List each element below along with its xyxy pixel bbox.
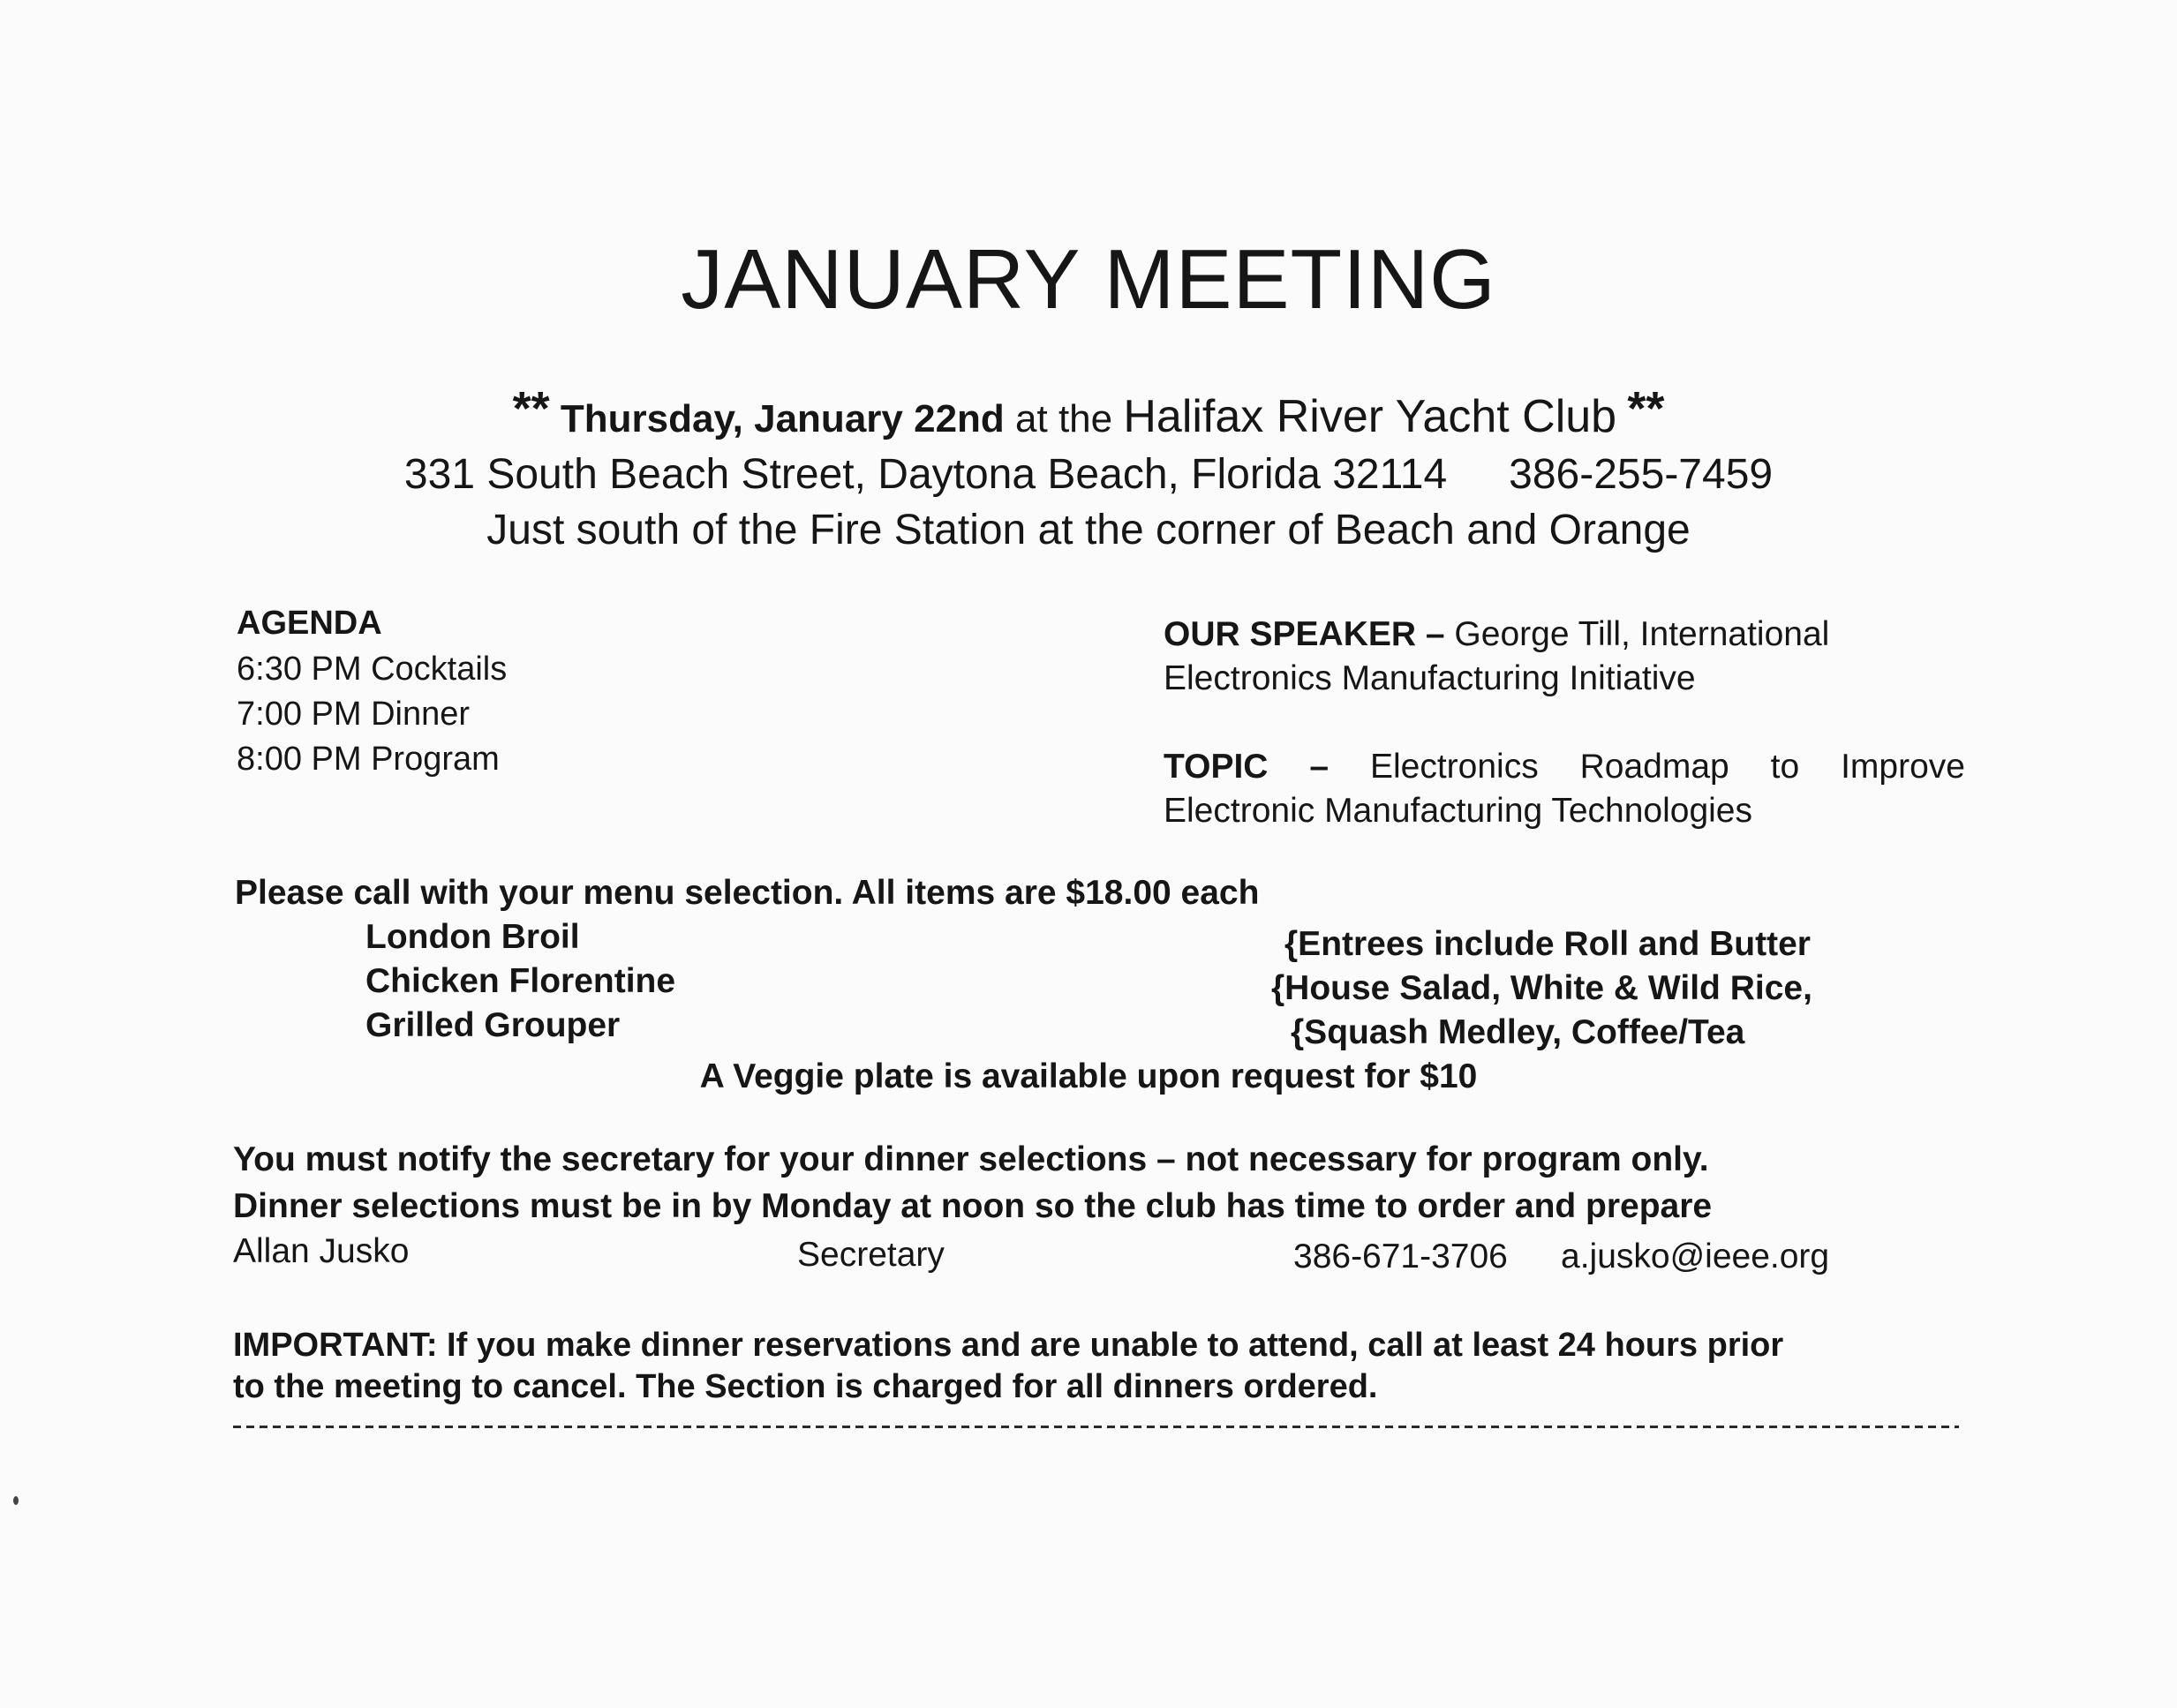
venue-phone: 386-255-7459 xyxy=(1509,451,1774,498)
speaker-block xyxy=(1164,613,1967,701)
important-line-1: IMPORTANT: If you make dinner reservations and are unable to attend, call at least 24 hours prior xyxy=(233,1327,1784,1364)
topic-word: Improve xyxy=(1841,748,1965,786)
agenda-item: 6:30 PM Cocktails xyxy=(237,651,508,688)
meeting-day-date: Thursday, January 22nd xyxy=(560,397,1005,440)
menu-intro: Please call with your menu selection. All items are $18.00 each xyxy=(235,874,1260,912)
page-title: JANUARY MEETING xyxy=(681,232,1496,327)
important-line-2: to the meeting to cancel. The Section is charged for all dinners ordered. xyxy=(233,1368,1378,1405)
menu-note: {House Salad, White & Wild Rice, xyxy=(1271,969,1812,1007)
meeting-date-venue xyxy=(0,382,2177,443)
dashed-divider xyxy=(233,1426,1959,1428)
topic-label: TOPIC xyxy=(1164,748,1269,786)
topic-word: to xyxy=(1770,748,1800,786)
stars-right: ** xyxy=(1627,382,1665,435)
street-address: 331 South Beach Street, Daytona Beach, Florida 32114 xyxy=(403,451,1448,498)
speaker-dash: – xyxy=(1416,615,1455,653)
contact-role: Secretary xyxy=(797,1236,945,1274)
notify-line-2: Dinner selections must be in by Monday at noon so the club has time to order and prepare xyxy=(233,1187,1713,1225)
agenda-item: 8:00 PM Program xyxy=(237,741,500,778)
menu-note: {Squash Medley, Coffee/Tea xyxy=(1291,1013,1745,1051)
contact-phone: 386-671-3706 xyxy=(1293,1238,1508,1275)
notify-line-1: You must notify the secretary for your dinner selections – not necessary for program only. xyxy=(233,1140,1709,1178)
topic-word: Electronics xyxy=(1369,748,1539,786)
topic-dash: – xyxy=(1309,748,1330,786)
speaker-text: George Till, International Electronics Manufacturing Initiative xyxy=(1164,615,1830,697)
directions: Just south of the Fire Station at the corner of Beach and Orange xyxy=(486,507,1691,553)
contact-name: Allan Jusko xyxy=(233,1232,410,1270)
veggie-note: A Veggie plate is available upon request for $10 xyxy=(699,1057,1478,1095)
contact-email[interactable]: a.jusko@ieee.org xyxy=(1561,1238,1830,1275)
topic-line-2: Electronic Manufacturing Technologies xyxy=(1164,792,1752,830)
topic-block xyxy=(1164,745,1967,833)
at-the-text: at the xyxy=(1004,397,1124,440)
agenda-item: 7:00 PM Dinner xyxy=(237,696,471,733)
topic-line-1 xyxy=(1164,745,1965,789)
meeting-address xyxy=(0,450,2177,499)
menu-item: Chicken Florentine xyxy=(365,962,676,1000)
scan-speck xyxy=(13,1496,19,1505)
meeting-venue: Halifax River Yacht Club xyxy=(1123,391,1617,442)
menu-note: {Entrees include Roll and Butter xyxy=(1284,925,1811,963)
agenda-heading: AGENDA xyxy=(237,605,382,642)
menu-item: London Broil xyxy=(365,918,580,956)
speaker-label: OUR SPEAKER xyxy=(1164,615,1417,653)
topic-word: Roadmap xyxy=(1579,748,1729,786)
stars-left: ** xyxy=(512,382,550,435)
menu-item: Grilled Grouper xyxy=(365,1006,621,1044)
